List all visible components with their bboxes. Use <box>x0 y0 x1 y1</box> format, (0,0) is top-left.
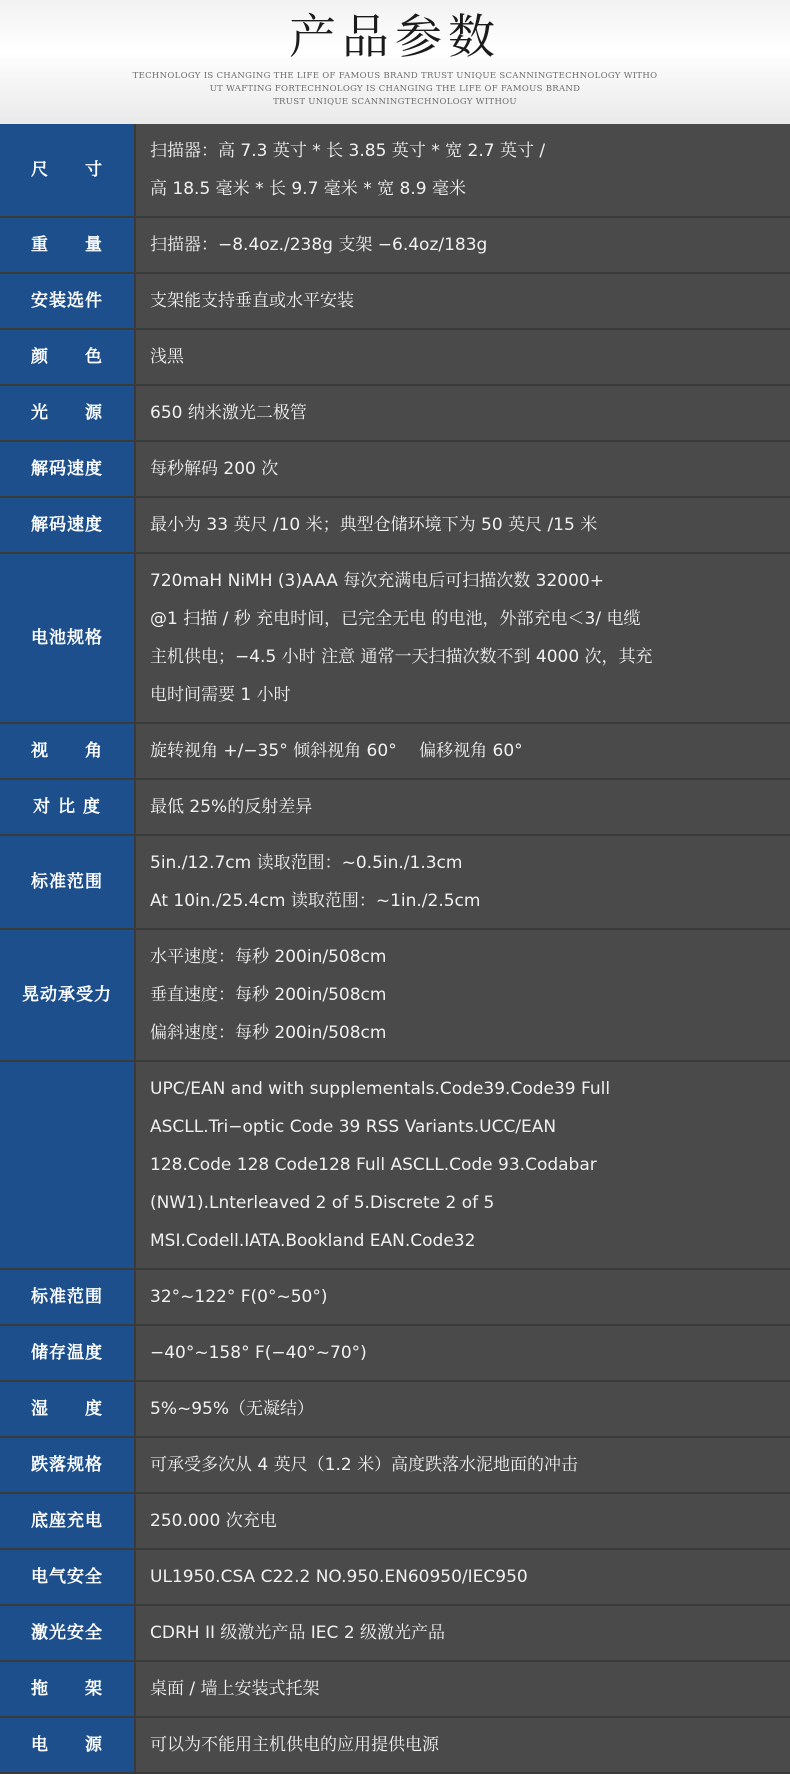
spec-value <box>136 1718 790 1774</box>
spec-label: 对 比 度 <box>0 780 136 836</box>
page-title: 产品参数 <box>289 10 501 65</box>
spec-value <box>136 218 790 274</box>
spec-label: 光 源 <box>0 386 136 442</box>
header-subtitle-line: UT WAFTING FORTECHNOLOGY IS CHANGING THE LIFE OF FAMOUS BRAND <box>209 84 581 94</box>
spec-value-line: 扫描器：高 7.3 英寸 * 长 3.85 英寸 * 宽 2.7 英寸 / <box>150 141 546 161</box>
spec-value-line: MSI.Codell.IATA.Bookland EAN.Code32 <box>150 1231 476 1251</box>
spec-value-line: @1 扫描 / 秒 充电时间，已完全无电 的电池，外部充电＜3/ 电缆 <box>150 609 641 629</box>
spec-label: 晃动承受力 <box>0 930 136 1062</box>
spec-value-line: 垂直速度：每秒 200in/508cm <box>150 985 387 1005</box>
spec-value <box>136 498 790 554</box>
spec-row <box>0 274 790 330</box>
spec-label: 电池规格 <box>0 554 136 724</box>
spec-value <box>136 1438 790 1494</box>
spec-label: 电 源 <box>0 1718 136 1774</box>
spec-value <box>136 1326 790 1382</box>
spec-value <box>136 330 790 386</box>
spec-label: 激光安全 <box>0 1606 136 1662</box>
spec-value-line: (NW1).Lnterleaved 2 of 5.Discrete 2 of 5 <box>150 1193 495 1213</box>
spec-label: 解码速度 <box>0 442 136 498</box>
spec-value-line: 可承受多次从 4 英尺（1.2 米）高度跌落水泥地面的冲击 <box>150 1455 579 1475</box>
spec-row <box>0 1382 790 1438</box>
spec-value-line: CDRH II 级激光产品 IEC 2 级激光产品 <box>150 1623 446 1643</box>
spec-label: 标准范围 <box>0 836 136 930</box>
spec-row <box>0 1270 790 1326</box>
spec-row <box>0 930 790 1062</box>
spec-label: 重 量 <box>0 218 136 274</box>
spec-value-line: 可以为不能用主机供电的应用提供电源 <box>150 1735 439 1755</box>
spec-label: 拖 架 <box>0 1662 136 1718</box>
spec-value-line: 720maH NiMH (3)AAA 每次充满电后可扫描次数 32000+ <box>150 571 604 591</box>
spec-value-line: 高 18.5 毫米 * 长 9.7 毫米 * 宽 8.9 毫米 <box>150 179 466 199</box>
spec-value-line: 主机供电；−4.5 小时 注意 通常一天扫描次数不到 4000 次，其充 <box>150 647 653 667</box>
spec-value <box>136 1382 790 1438</box>
header-subtitle <box>133 70 658 109</box>
spec-row <box>0 1062 790 1270</box>
spec-row <box>0 554 790 724</box>
spec-value-line: UL1950.CSA C22.2 NO.950.EN60950/IEC950 <box>150 1567 528 1587</box>
spec-value-line: 650 纳米激光二极管 <box>150 403 307 423</box>
spec-value-line: 支架能支持垂直或水平安装 <box>150 291 354 311</box>
spec-value-line: 5%~95%（无凝结） <box>150 1399 314 1419</box>
spec-value <box>136 1494 790 1550</box>
spec-value-line: 5in./12.7cm 读取范围：~0.5in./1.3cm <box>150 853 463 873</box>
page-header <box>0 0 790 124</box>
header-subtitle-line: TRUST UNIQUE SCANNINGTECHNOLOGY WITHOU <box>273 97 517 107</box>
spec-row <box>0 386 790 442</box>
spec-row <box>0 724 790 780</box>
spec-value-line: 32°~122° F(0°~50°) <box>150 1287 328 1307</box>
spec-label: 储存温度 <box>0 1326 136 1382</box>
spec-row <box>0 330 790 386</box>
spec-value-line: 250.000 次充电 <box>150 1511 277 1531</box>
spec-row <box>0 124 790 218</box>
spec-value-line: −40°~158° F(−40°~70°) <box>150 1343 367 1363</box>
spec-label: 解码速度 <box>0 498 136 554</box>
spec-value <box>136 554 790 724</box>
header-subtitle-line: TECHNOLOGY IS CHANGING THE LIFE OF FAMOUS BRAND TRUST UNIQUE SCANNINGTECHNOLOGY WITHO <box>132 71 658 81</box>
spec-value-line: UPC/EAN and with supplementals.Code39.Code39 Full <box>150 1079 611 1099</box>
spec-label: 颜 色 <box>0 330 136 386</box>
spec-value-line: 旋转视角 +/−35° 倾斜视角 60° 偏移视角 60° <box>150 741 523 761</box>
spec-row <box>0 1550 790 1606</box>
spec-row <box>0 1326 790 1382</box>
spec-value <box>136 930 790 1062</box>
spec-label: 跌落规格 <box>0 1438 136 1494</box>
spec-value-line: 浅黑 <box>150 347 184 367</box>
spec-value <box>136 724 790 780</box>
spec-value-line: 水平速度：每秒 200in/508cm <box>150 947 387 967</box>
spec-row <box>0 780 790 836</box>
spec-value-line: ASCLL.Tri−optic Code 39 RSS Variants.UCC/EAN <box>150 1117 557 1137</box>
spec-value-line: 每秒解码 200 次 <box>150 459 279 479</box>
spec-value <box>136 1606 790 1662</box>
spec-value-line: 扫描器：−8.4oz./238g 支架 −6.4oz/183g <box>150 235 488 255</box>
spec-value <box>136 442 790 498</box>
spec-row <box>0 498 790 554</box>
spec-row <box>0 1438 790 1494</box>
spec-value-line: 桌面 / 墙上安装式托架 <box>150 1679 320 1699</box>
spec-value <box>136 274 790 330</box>
spec-row <box>0 836 790 930</box>
spec-label: 安装选件 <box>0 274 136 330</box>
spec-value-line: At 10in./25.4cm 读取范围：~1in./2.5cm <box>150 891 481 911</box>
spec-row <box>0 1718 790 1774</box>
spec-label: 底座充电 <box>0 1494 136 1550</box>
spec-value <box>136 1550 790 1606</box>
spec-value-line: 128.Code 128 Code128 Full ASCLL.Code 93.Codabar <box>150 1155 597 1175</box>
spec-row <box>0 1606 790 1662</box>
spec-value-line: 最低 25%的反射差异 <box>150 797 313 817</box>
spec-table <box>0 124 790 1774</box>
spec-value <box>136 1662 790 1718</box>
spec-label: 尺 寸 <box>0 124 136 218</box>
spec-row <box>0 1494 790 1550</box>
spec-row <box>0 218 790 274</box>
spec-label <box>0 1062 136 1270</box>
spec-value <box>136 1062 790 1270</box>
spec-label: 视 角 <box>0 724 136 780</box>
spec-value <box>136 780 790 836</box>
spec-label: 电气安全 <box>0 1550 136 1606</box>
spec-row <box>0 1662 790 1718</box>
spec-value <box>136 386 790 442</box>
spec-value-line: 偏斜速度：每秒 200in/508cm <box>150 1023 387 1043</box>
spec-row <box>0 442 790 498</box>
spec-value-line: 电时间需要 1 小时 <box>150 685 291 705</box>
spec-value <box>136 1270 790 1326</box>
spec-value <box>136 836 790 930</box>
spec-label: 标准范围 <box>0 1270 136 1326</box>
spec-value-line: 最小为 33 英尺 /10 米；典型仓储环境下为 50 英尺 /15 米 <box>150 515 598 535</box>
spec-value <box>136 124 790 218</box>
spec-label: 湿 度 <box>0 1382 136 1438</box>
